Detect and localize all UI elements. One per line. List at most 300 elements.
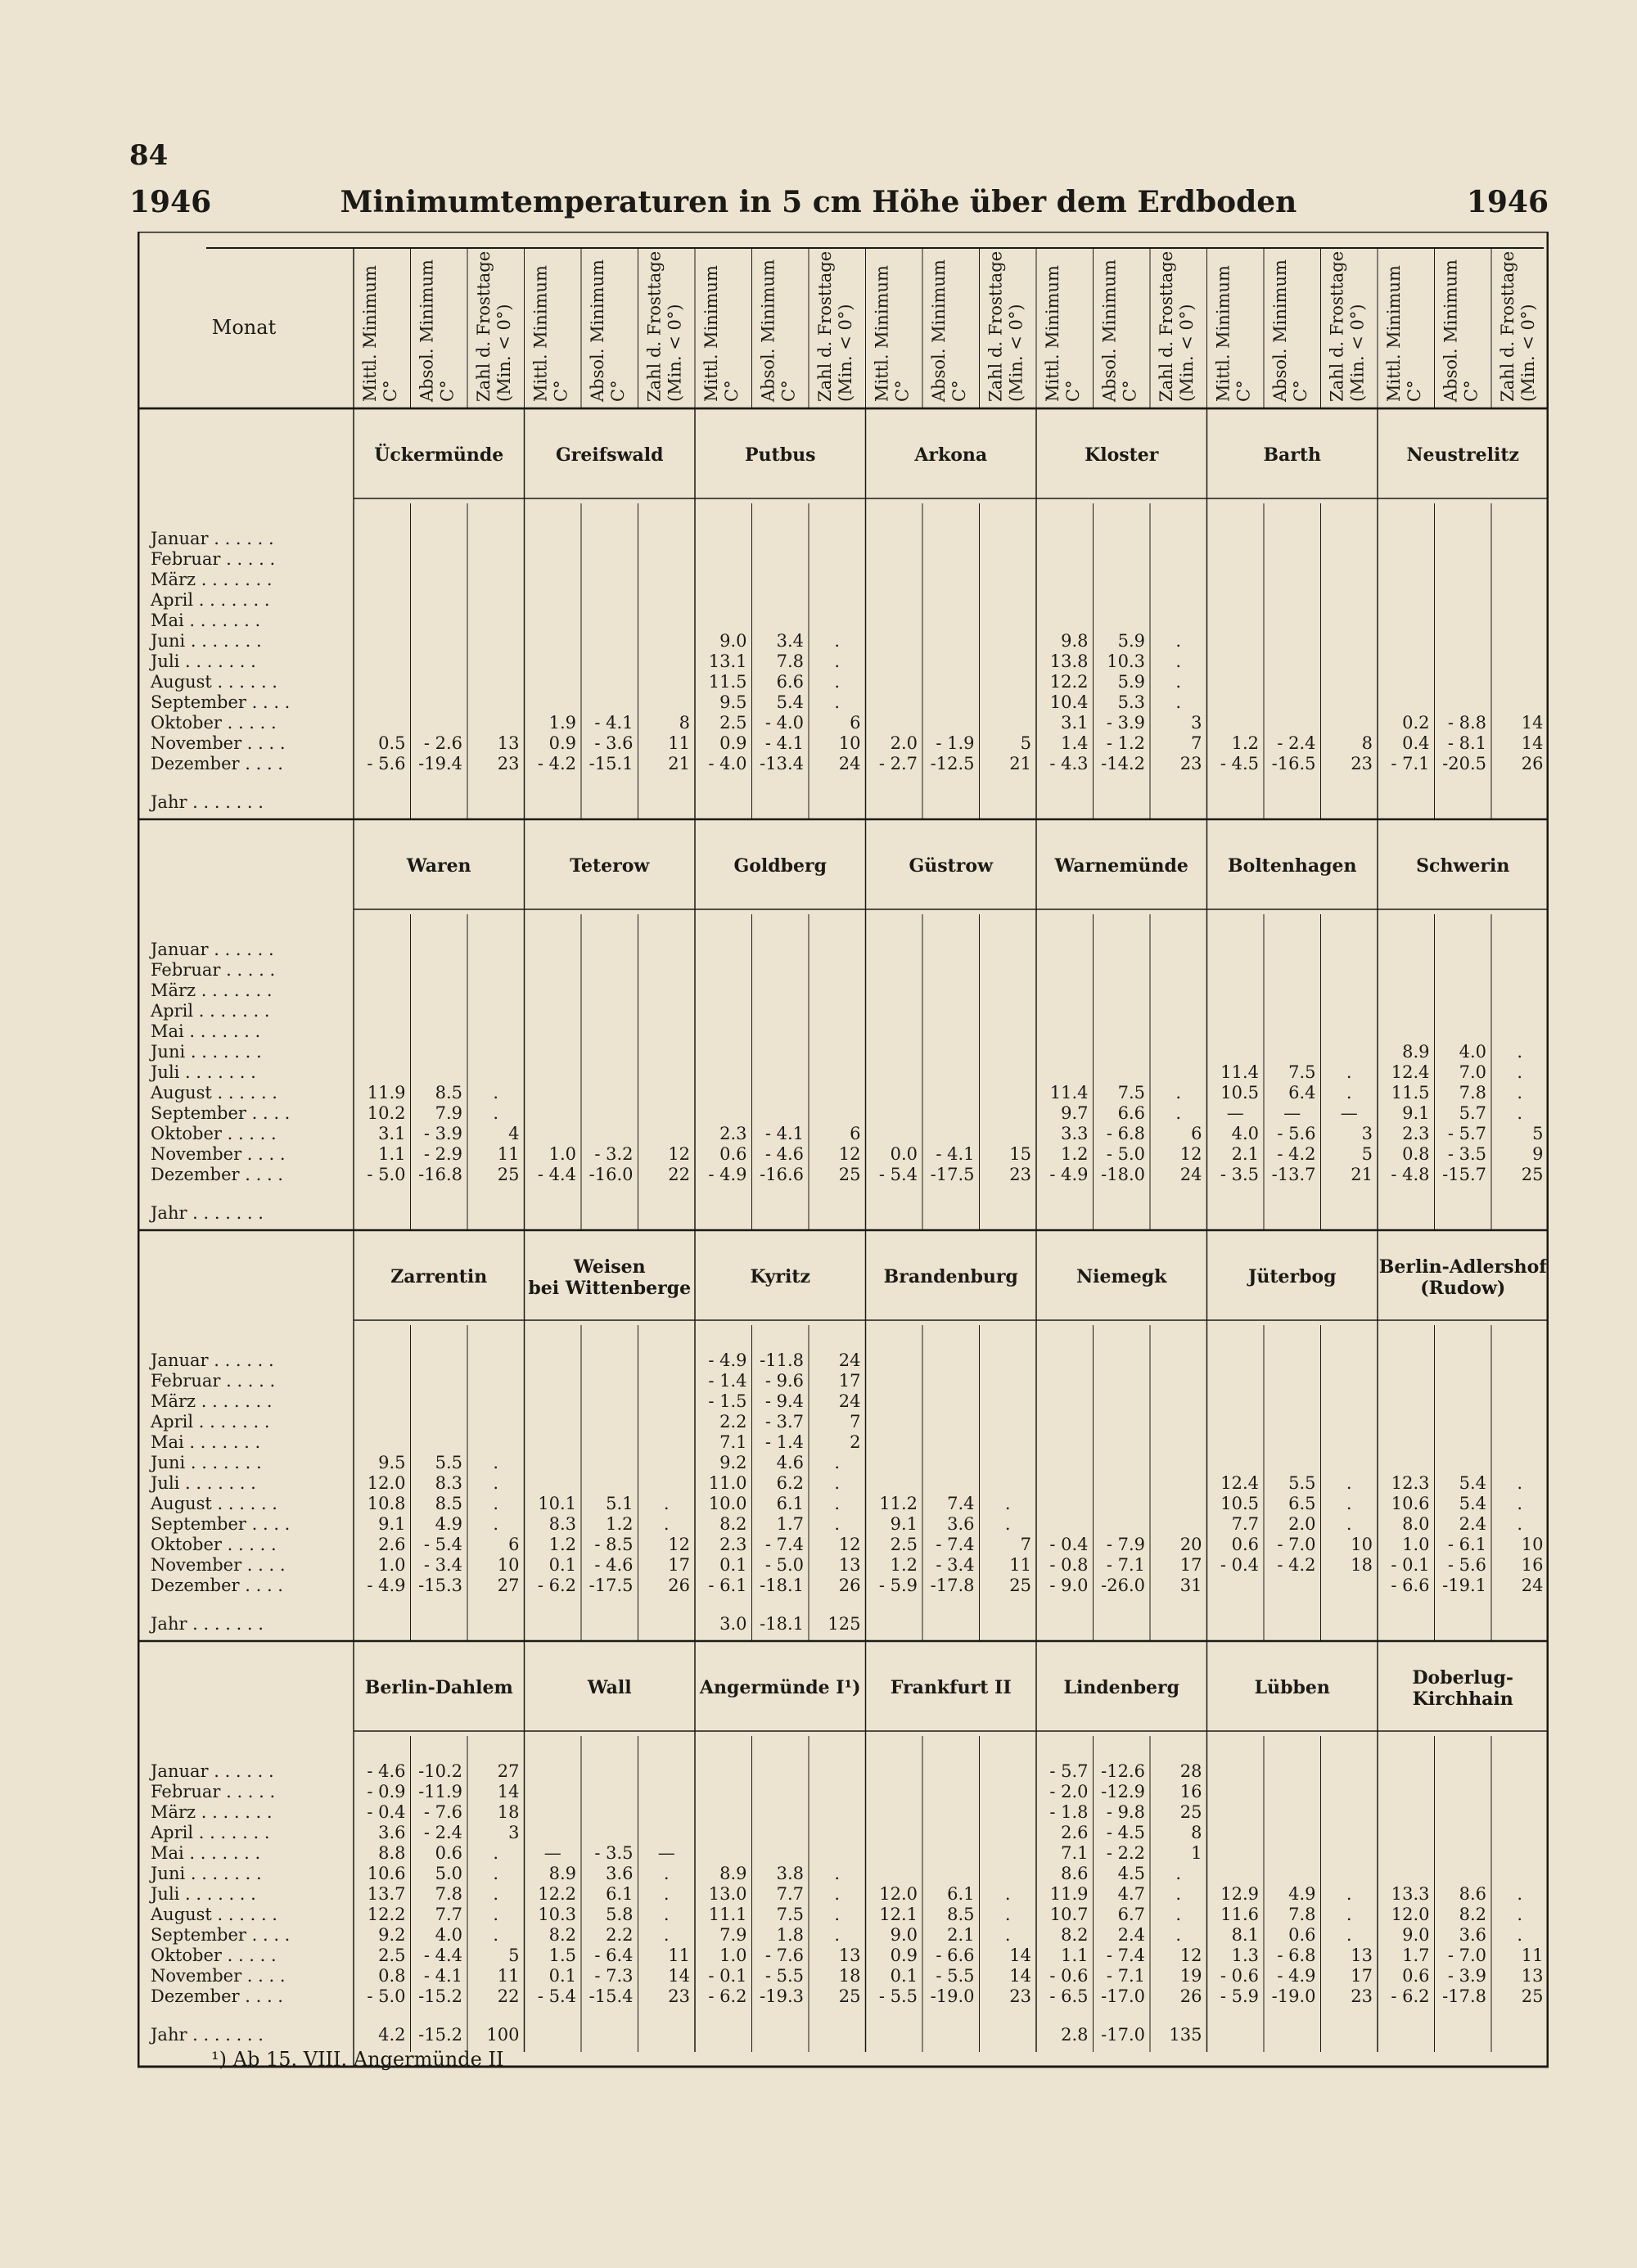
table-value: - 5.7 bbox=[1447, 1124, 1486, 1143]
table-value: - 0.1 bbox=[1391, 1555, 1430, 1575]
table-value: . bbox=[1346, 1514, 1352, 1534]
month-label: Jahr . . . . . . . bbox=[151, 1203, 264, 1223]
table-value: 7.7 bbox=[1231, 1514, 1259, 1534]
month-label: Mai . . . . . . . bbox=[151, 1843, 261, 1863]
table-value: 12.4 bbox=[1220, 1473, 1259, 1493]
table-value: - 1.9 bbox=[936, 733, 975, 753]
table-value: 2.4 bbox=[1459, 1514, 1486, 1534]
table-value: 16 bbox=[1521, 1555, 1544, 1575]
column-header: Absol. MinimumC° bbox=[417, 259, 458, 402]
station-name: Boltenhagen bbox=[1228, 855, 1357, 877]
table-value: 6.1 bbox=[776, 1494, 804, 1513]
table-value: - 0.4 bbox=[367, 1802, 406, 1822]
station-name: Waren bbox=[406, 855, 471, 877]
station-name: Kyritz bbox=[750, 1266, 811, 1287]
table-value: -17.8 bbox=[930, 1576, 975, 1595]
table-value: -10.2 bbox=[418, 1761, 462, 1781]
month-header: Monat bbox=[211, 316, 277, 339]
table-value: 8.2 bbox=[1061, 1925, 1089, 1945]
table-value: -26.0 bbox=[1101, 1576, 1145, 1595]
table-value: - 4.0 bbox=[708, 754, 747, 773]
table-value: 25 bbox=[1521, 1165, 1544, 1184]
station-name: Putbus bbox=[745, 444, 816, 466]
table-value: . bbox=[834, 652, 841, 671]
table-value: 13.1 bbox=[708, 652, 747, 671]
column-header: Mittl. MinimumC° bbox=[1383, 265, 1424, 402]
table-value: 12.2 bbox=[367, 1905, 406, 1924]
table-value: 20 bbox=[1179, 1535, 1202, 1554]
table-value: 9 bbox=[1532, 1144, 1544, 1164]
station-name: Lübben bbox=[1254, 1677, 1330, 1698]
table-value: 11.0 bbox=[708, 1473, 747, 1493]
table-value: 0.1 bbox=[890, 1966, 918, 1986]
table-value: . bbox=[1517, 1473, 1523, 1493]
table-value: 0.6 bbox=[1402, 1966, 1430, 1986]
table-value: . bbox=[834, 631, 841, 651]
month-label: Juli . . . . . . . bbox=[151, 1884, 256, 1904]
table-value: - 4.8 bbox=[1391, 1165, 1430, 1184]
table-value: 4.2 bbox=[378, 2025, 406, 2045]
table-value: - 4.6 bbox=[367, 1761, 406, 1781]
table-value: - 6.2 bbox=[537, 1576, 576, 1595]
table-value: 7.9 bbox=[435, 1103, 462, 1123]
table-value: 21 bbox=[668, 754, 690, 773]
table-value: - 6.1 bbox=[708, 1576, 747, 1595]
table-value: 8.8 bbox=[378, 1843, 406, 1863]
table-value: 6.5 bbox=[1288, 1494, 1316, 1513]
table-value: - 3.4 bbox=[936, 1555, 975, 1575]
table-value: - 7.9 bbox=[1106, 1535, 1145, 1554]
table-value: 6 bbox=[508, 1535, 520, 1554]
table-value: . bbox=[1346, 1062, 1352, 1082]
table-value: 0.8 bbox=[378, 1966, 406, 1986]
table-value: . bbox=[493, 1905, 499, 1924]
month-label: Juli . . . . . . . bbox=[151, 1062, 256, 1082]
table-value: 1.2 bbox=[548, 1535, 576, 1554]
month-label: August . . . . . . bbox=[151, 1905, 277, 1924]
table-value: - 1.2 bbox=[1106, 733, 1145, 753]
table-value: . bbox=[1517, 1042, 1523, 1062]
table-value: . bbox=[834, 1494, 841, 1513]
table-value: 3.6 bbox=[1459, 1925, 1486, 1945]
table-value: - 2.9 bbox=[423, 1144, 462, 1164]
table-value: -17.0 bbox=[1101, 2025, 1145, 2045]
table-value: . bbox=[1517, 1905, 1523, 1924]
table-value: - 7.6 bbox=[764, 1946, 804, 1965]
table-value: — bbox=[1283, 1103, 1301, 1123]
column-header: Mittl. MinimumC° bbox=[1042, 265, 1083, 402]
table-value: - 5.5 bbox=[764, 1966, 804, 1986]
table-value: 11 bbox=[1521, 1946, 1544, 1965]
table-value: . bbox=[1175, 631, 1182, 651]
table-value: 3.1 bbox=[1061, 713, 1089, 733]
station-name: Arkona bbox=[914, 444, 988, 466]
table-value: - 6.8 bbox=[1106, 1124, 1145, 1143]
month-label: März . . . . . . . bbox=[151, 981, 273, 1000]
table-value: - 2.2 bbox=[1106, 1843, 1145, 1863]
table-value: 7.8 bbox=[1288, 1905, 1316, 1924]
table-value: . bbox=[834, 1925, 841, 1945]
table-value: 11.4 bbox=[1220, 1062, 1259, 1082]
station-name: Goldberg bbox=[733, 855, 828, 877]
table-value: . bbox=[493, 1453, 499, 1472]
table-value: 5 bbox=[1532, 1124, 1544, 1143]
station-name: Schwerin bbox=[1416, 855, 1510, 877]
table-value: 8.6 bbox=[1459, 1884, 1486, 1904]
table-value: - 2.4 bbox=[423, 1823, 462, 1842]
table-value: 10.3 bbox=[1107, 652, 1145, 671]
table-value: 5.0 bbox=[435, 1864, 462, 1883]
table-value: 9.1 bbox=[1402, 1103, 1430, 1123]
table-value: 1.0 bbox=[719, 1946, 747, 1965]
table-value: 5.4 bbox=[1459, 1473, 1486, 1493]
table-value: 2.0 bbox=[890, 733, 918, 753]
table-value: -15.4 bbox=[589, 1986, 634, 2006]
table-value: 18 bbox=[838, 1966, 861, 1986]
table-value: 9.5 bbox=[719, 692, 747, 712]
table-value: -18.0 bbox=[1101, 1165, 1145, 1184]
table-value: 8.5 bbox=[435, 1494, 462, 1513]
table-value: 7.8 bbox=[1459, 1083, 1486, 1102]
table-value: 5.4 bbox=[776, 692, 804, 712]
table-value: 4 bbox=[508, 1124, 520, 1143]
table-value: 14 bbox=[1521, 733, 1544, 753]
table-value: 9.5 bbox=[378, 1453, 406, 1472]
table-value: - 6.1 bbox=[1447, 1535, 1486, 1554]
table-value: - 4.6 bbox=[594, 1555, 634, 1575]
table-value: 23 bbox=[668, 1986, 690, 2006]
table-value: . bbox=[1004, 1925, 1011, 1945]
table-value: 0.1 bbox=[548, 1555, 576, 1575]
table-value: -11.8 bbox=[760, 1350, 804, 1370]
table-value: — bbox=[657, 1843, 675, 1863]
table-value: 15 bbox=[1009, 1144, 1031, 1164]
table-value: . bbox=[834, 1473, 841, 1493]
table-value: 10.2 bbox=[367, 1103, 406, 1123]
table-value: 23 bbox=[1351, 1986, 1373, 2006]
table-value: . bbox=[1175, 652, 1182, 671]
table-value: - 6.4 bbox=[594, 1946, 634, 1965]
table-value: 25 bbox=[838, 1986, 861, 2006]
table-value: . bbox=[493, 1514, 499, 1534]
table-value: 0.6 bbox=[1231, 1535, 1259, 1554]
table-value: 17 bbox=[668, 1555, 690, 1575]
table-value: - 3.6 bbox=[594, 733, 634, 753]
month-label: Dezember . . . . bbox=[151, 754, 283, 773]
table-value: - 4.9 bbox=[708, 1165, 747, 1184]
table-value: 23 bbox=[1179, 754, 1202, 773]
table-value: -19.0 bbox=[1271, 1986, 1316, 2006]
table-value: -18.1 bbox=[760, 1614, 804, 1634]
month-label: März . . . . . . . bbox=[151, 1802, 273, 1822]
table-value: 9.2 bbox=[378, 1925, 406, 1945]
table-value: - 3.5 bbox=[594, 1843, 634, 1863]
table-value: 12 bbox=[1179, 1144, 1202, 1164]
table-value: 7.8 bbox=[435, 1884, 462, 1904]
table-value: 3.6 bbox=[378, 1823, 406, 1842]
table-value: 8.0 bbox=[1402, 1514, 1430, 1534]
table-value: 10.1 bbox=[538, 1494, 576, 1513]
table-value: - 7.0 bbox=[1277, 1535, 1316, 1554]
table-value: 10.5 bbox=[1220, 1494, 1259, 1513]
table-value: 5 bbox=[508, 1946, 520, 1965]
table-value: -15.2 bbox=[418, 1986, 462, 2006]
month-label: Februar . . . . . bbox=[151, 960, 276, 980]
table-value: - 6.6 bbox=[936, 1946, 975, 1965]
year-left: 1946 bbox=[129, 185, 212, 219]
table-value: 25 bbox=[1521, 1986, 1544, 2006]
table-value: 8.3 bbox=[435, 1473, 462, 1493]
table-value: - 5.9 bbox=[1220, 1986, 1259, 2006]
table-value: 5.1 bbox=[606, 1494, 634, 1513]
table-value: . bbox=[1175, 672, 1182, 692]
table-value: - 8.1 bbox=[1447, 733, 1486, 753]
table-value: - 4.3 bbox=[1049, 754, 1089, 773]
table-value: — bbox=[1226, 1103, 1244, 1123]
table-value: 2.5 bbox=[378, 1946, 406, 1965]
table-value: - 5.6 bbox=[367, 754, 406, 773]
column-header: Absol. MinimumC° bbox=[1099, 259, 1140, 402]
table-value: 5 bbox=[1020, 733, 1031, 753]
table-value: - 5.5 bbox=[878, 1986, 918, 2006]
station-name: Teterow bbox=[570, 855, 650, 877]
table-value: 1.0 bbox=[548, 1144, 576, 1164]
table-value: 2.1 bbox=[947, 1925, 975, 1945]
table-value: 125 bbox=[828, 1614, 861, 1634]
table-value: - 2.6 bbox=[423, 733, 462, 753]
table-value: -11.9 bbox=[418, 1782, 462, 1801]
table-value: - 5.0 bbox=[367, 1165, 406, 1184]
table-value: 13 bbox=[1521, 1966, 1544, 1986]
table-value: -20.5 bbox=[1442, 754, 1486, 773]
table-value: 12 bbox=[838, 1535, 861, 1554]
table-value: 10 bbox=[1351, 1535, 1373, 1554]
table-value: 13.3 bbox=[1391, 1884, 1430, 1904]
column-header: Mittl. MinimumC° bbox=[1213, 265, 1254, 402]
table-value: 10.3 bbox=[538, 1905, 576, 1924]
table-value: - 4.9 bbox=[1049, 1165, 1089, 1184]
table-value: 7.5 bbox=[1117, 1083, 1145, 1102]
table-value: 12.2 bbox=[1049, 672, 1089, 692]
station-name: Angermünde I¹) bbox=[699, 1677, 861, 1698]
table-value: 1.2 bbox=[1231, 733, 1259, 753]
table-value: . bbox=[1517, 1514, 1523, 1534]
table-value: 0.1 bbox=[548, 1966, 576, 1986]
month-label: November . . . . bbox=[151, 733, 286, 753]
table-value: . bbox=[834, 1884, 841, 1904]
table-value: . bbox=[493, 1494, 499, 1513]
table-value: 0.5 bbox=[378, 733, 406, 753]
table-value: 25 bbox=[1009, 1576, 1031, 1595]
table-value: 4.0 bbox=[1231, 1124, 1259, 1143]
table-value: - 5.5 bbox=[936, 1966, 975, 1986]
month-label: März . . . . . . . bbox=[151, 570, 273, 589]
table-value: 27 bbox=[497, 1761, 520, 1781]
table-value: 12 bbox=[838, 1144, 861, 1164]
table-value: - 7.1 bbox=[1391, 754, 1430, 773]
table-value: - 8.8 bbox=[1447, 713, 1486, 733]
table-value: 13.7 bbox=[367, 1884, 406, 1904]
table-value: 11 bbox=[1009, 1555, 1031, 1575]
table-value: 12.2 bbox=[538, 1884, 576, 1904]
table-value: — bbox=[543, 1843, 561, 1863]
month-label: November . . . . bbox=[151, 1966, 286, 1986]
table-value: -16.5 bbox=[1271, 754, 1316, 773]
month-label: Februar . . . . . bbox=[151, 549, 276, 569]
table-value: 11.5 bbox=[1391, 1083, 1430, 1102]
table-value: 14 bbox=[1521, 713, 1544, 733]
table-value: 3.1 bbox=[378, 1124, 406, 1143]
table-value: 31 bbox=[1179, 1576, 1202, 1595]
table-value: 24 bbox=[1179, 1165, 1202, 1184]
table-value: 5.8 bbox=[606, 1905, 634, 1924]
table-value: -19.4 bbox=[418, 754, 462, 773]
table-value: - 4.1 bbox=[423, 1966, 462, 1986]
table-value: 4.0 bbox=[1459, 1042, 1486, 1062]
month-label: Oktober . . . . . bbox=[151, 1535, 277, 1554]
table-value: 2.3 bbox=[1402, 1124, 1430, 1143]
table-value: . bbox=[1517, 1062, 1523, 1082]
table-value: 7.1 bbox=[719, 1432, 747, 1452]
month-label: Februar . . . . . bbox=[151, 1782, 276, 1801]
table-value: -15.3 bbox=[418, 1576, 462, 1595]
table-value: 23 bbox=[1009, 1986, 1031, 2006]
month-label: August . . . . . . bbox=[151, 1494, 277, 1513]
table-value: 1.1 bbox=[378, 1144, 406, 1164]
month-label: Januar . . . . . . bbox=[151, 529, 274, 548]
table-value: - 3.5 bbox=[1447, 1144, 1486, 1164]
table-value: 26 bbox=[1521, 754, 1544, 773]
table-value: 0.1 bbox=[719, 1555, 747, 1575]
table-value: 10 bbox=[838, 733, 861, 753]
month-label: September . . . . bbox=[151, 692, 291, 712]
table-value: 4.9 bbox=[1288, 1884, 1316, 1904]
table-value: 16 bbox=[1179, 1782, 1202, 1801]
table-value: 10 bbox=[497, 1555, 520, 1575]
table-value: . bbox=[1004, 1514, 1011, 1534]
table-value: 23 bbox=[1351, 754, 1373, 773]
station-name: Doberlug-Kirchhain bbox=[1412, 1667, 1514, 1710]
table-value: - 5.4 bbox=[878, 1165, 918, 1184]
table-value: - 4.0 bbox=[764, 713, 804, 733]
table-value: — bbox=[1340, 1103, 1358, 1123]
table-value: 10 bbox=[1521, 1535, 1544, 1554]
table-value: 8.2 bbox=[1459, 1905, 1486, 1924]
table-value: . bbox=[1175, 1925, 1182, 1945]
table-value: -19.0 bbox=[930, 1986, 975, 2006]
table-value: 3.6 bbox=[947, 1514, 975, 1534]
table-value: - 2.7 bbox=[878, 754, 918, 773]
table-value: 10.7 bbox=[1049, 1905, 1089, 1924]
table-value: 8.2 bbox=[719, 1514, 747, 1534]
table-value: 5.3 bbox=[1117, 692, 1145, 712]
table-value: 0.6 bbox=[1288, 1925, 1316, 1945]
table-value: 26 bbox=[1179, 1986, 1202, 2006]
table-value: 5.4 bbox=[1459, 1494, 1486, 1513]
table-value: - 1.4 bbox=[764, 1432, 804, 1452]
table-value: 21 bbox=[1009, 754, 1031, 773]
month-label: Juni . . . . . . . bbox=[151, 1042, 262, 1062]
month-label: Oktober . . . . . bbox=[151, 1124, 277, 1143]
year-right: 1946 bbox=[1466, 185, 1549, 219]
table-value: - 7.4 bbox=[936, 1535, 975, 1554]
table-value: 5 bbox=[1361, 1144, 1373, 1164]
month-label: Januar . . . . . . bbox=[151, 1761, 274, 1781]
table-value: -13.4 bbox=[760, 754, 804, 773]
table-value: - 6.6 bbox=[1391, 1576, 1430, 1595]
table-value: 17 bbox=[838, 1371, 861, 1391]
table-value: -17.8 bbox=[1442, 1986, 1486, 2006]
table-value: - 7.6 bbox=[423, 1802, 462, 1822]
table-value: - 4.5 bbox=[1106, 1823, 1145, 1842]
table-value: - 5.6 bbox=[1277, 1124, 1316, 1143]
table-value: - 0.6 bbox=[1049, 1966, 1089, 1986]
month-label: April . . . . . . . bbox=[151, 1412, 270, 1432]
month-label: Mai . . . . . . . bbox=[151, 1021, 261, 1041]
table-value: 12.1 bbox=[879, 1905, 918, 1924]
table-value: . bbox=[1175, 1083, 1182, 1102]
table-value: 12 bbox=[1179, 1946, 1202, 1965]
footnote: ¹) Ab 15. VIII. Angermünde II bbox=[211, 2048, 504, 2071]
table-value: 13 bbox=[838, 1555, 861, 1575]
table-value: 4.6 bbox=[776, 1453, 804, 1472]
table-value: 9.8 bbox=[1061, 631, 1089, 651]
table-value: 1.3 bbox=[1231, 1946, 1259, 1965]
table-value: . bbox=[1517, 1494, 1523, 1513]
table-value: - 4.2 bbox=[1277, 1144, 1316, 1164]
table-value: 21 bbox=[1351, 1165, 1373, 1184]
table-value: 12 bbox=[668, 1144, 690, 1164]
table-value: 18 bbox=[497, 1802, 520, 1822]
table-value: . bbox=[1346, 1083, 1352, 1102]
table-value: - 8.5 bbox=[594, 1535, 634, 1554]
column-header: Absol. MinimumC° bbox=[1441, 259, 1481, 402]
table-value: -12.5 bbox=[930, 754, 975, 773]
table-value: - 5.7 bbox=[1049, 1761, 1089, 1781]
table-value: 7.8 bbox=[776, 652, 804, 671]
table-value: 11.9 bbox=[367, 1083, 406, 1102]
table-value: 1.1 bbox=[1061, 1946, 1089, 1965]
table-value: 24 bbox=[838, 754, 861, 773]
table-value: 1.5 bbox=[548, 1946, 576, 1965]
table-value: 9.1 bbox=[378, 1514, 406, 1534]
table-value: 7 bbox=[1191, 733, 1202, 753]
table-value: . bbox=[834, 1453, 841, 1472]
table-value: 13 bbox=[1351, 1946, 1373, 1965]
month-label: Dezember . . . . bbox=[151, 1165, 283, 1184]
table-value: 17 bbox=[1179, 1555, 1202, 1575]
table-value: 1.2 bbox=[890, 1555, 918, 1575]
table-value: - 4.9 bbox=[1277, 1966, 1316, 1986]
table-value: 12.9 bbox=[1220, 1884, 1259, 1904]
table-value: -17.5 bbox=[930, 1165, 975, 1184]
column-header: Mittl. MinimumC° bbox=[701, 265, 742, 402]
table-value: 11.5 bbox=[708, 672, 747, 692]
table-value: 3.0 bbox=[719, 1614, 747, 1634]
table-value: - 4.1 bbox=[764, 1124, 804, 1143]
table-value: 10.0 bbox=[708, 1494, 747, 1513]
table-value: 6.4 bbox=[1288, 1083, 1316, 1102]
table-value: 2.5 bbox=[890, 1535, 918, 1554]
table-value: 25 bbox=[838, 1165, 861, 1184]
table-value: -15.2 bbox=[418, 2025, 462, 2045]
table-value: 7.9 bbox=[719, 1925, 747, 1945]
table-value: 19 bbox=[1179, 1966, 1202, 1986]
table-value: . bbox=[663, 1905, 670, 1924]
table-value: - 3.9 bbox=[1447, 1966, 1486, 1986]
table-value: 2.0 bbox=[1288, 1514, 1316, 1534]
table-value: 9.0 bbox=[890, 1925, 918, 1945]
